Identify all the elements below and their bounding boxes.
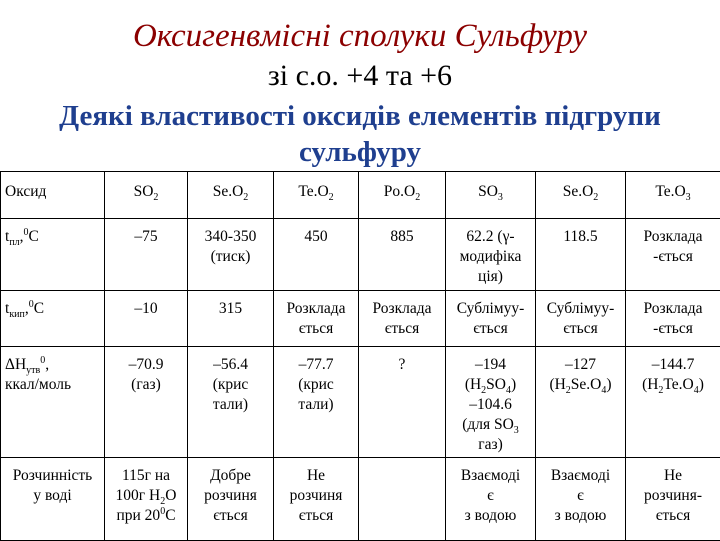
solubility-teo2: Не розчиня ється bbox=[274, 458, 359, 541]
boiling-seo2: 315 bbox=[188, 291, 274, 347]
header-row bbox=[1, 172, 720, 219]
solubility-label: Розчинність у воді bbox=[1, 458, 105, 541]
header-seo3: $Se.O_2$ bbox=[536, 172, 626, 219]
page-subtitle: зі с.о. +4 та +6 bbox=[0, 57, 720, 95]
melting-seo2: 340-350 (тиск) bbox=[188, 219, 274, 291]
boiling-so2: –10 bbox=[105, 291, 188, 347]
melting-poo2: 885 bbox=[359, 219, 446, 291]
enthalpy-label: $\Delta H_{утв}^0$, ккал/моль bbox=[1, 347, 105, 458]
enthalpy-so2: –70.9 (газ) bbox=[105, 347, 188, 458]
header-teo2: $Te.O_2$ bbox=[274, 172, 359, 219]
oxides-properties-table bbox=[0, 171, 720, 541]
enthalpy-seo3: –127 $(H_2Se.O_4)$ bbox=[536, 347, 626, 458]
header-seo2: $Se.O_2$ bbox=[188, 172, 274, 219]
melting-so2: –75 bbox=[105, 219, 188, 291]
boiling-teo3: Розклада -ється bbox=[626, 291, 720, 347]
solubility-poo2 bbox=[359, 458, 446, 541]
melting-point-row bbox=[1, 219, 720, 291]
enthalpy-so3: –194 $(H_2SO_4)$ –104.6 (для $SO_3$ газ) bbox=[446, 347, 536, 458]
header-oxide: Оксид bbox=[1, 172, 105, 219]
enthalpy-poo2: ? bbox=[359, 347, 446, 458]
melting-teo3: Розклада -ється bbox=[626, 219, 720, 291]
boiling-label: $t_{кип},^0С$ bbox=[1, 291, 105, 347]
heading-line-1: Деякі властивості оксидів елементів підгрупи bbox=[0, 98, 720, 134]
solubility-row bbox=[1, 458, 720, 541]
heading-line-2: сульфуру bbox=[0, 134, 720, 170]
enthalpy-teo2: –77.7 (крис тали) bbox=[274, 347, 359, 458]
header-poo2: $Po.O_2$ bbox=[359, 172, 446, 219]
enthalpy-teo3: –144.7 $(H_2Te.O_4)$ bbox=[626, 347, 720, 458]
melting-label: $t_{пл},^0С$ bbox=[1, 219, 105, 291]
solubility-so3: Взаємоді є з водою bbox=[446, 458, 536, 541]
melting-seo3: 118.5 bbox=[536, 219, 626, 291]
header-so2: $SO_2$ bbox=[105, 172, 188, 219]
solubility-so2: 115г на 100г $H_2O$ при $20^0С$ bbox=[105, 458, 188, 541]
boiling-point-row bbox=[1, 291, 720, 347]
melting-so3: 62.2 (γ- модифіка ція) bbox=[446, 219, 536, 291]
header-so3: $SO_3$ bbox=[446, 172, 536, 219]
solubility-seo2: Добре розчиня ється bbox=[188, 458, 274, 541]
page-title: Оксигенвмісні сполуки Сульфуру bbox=[0, 16, 720, 56]
solubility-teo3: Не розчиня- ється bbox=[626, 458, 720, 541]
section-heading bbox=[0, 98, 720, 170]
boiling-poo2: Розклада ється bbox=[359, 291, 446, 347]
melting-teo2: 450 bbox=[274, 219, 359, 291]
boiling-seo3: Сублімуу- ється bbox=[536, 291, 626, 347]
boiling-so3: Сублімуу- ється bbox=[446, 291, 536, 347]
header-teo3: $Te.O_3$ bbox=[626, 172, 720, 219]
enthalpy-seo2: –56.4 (крис тали) bbox=[188, 347, 274, 458]
boiling-teo2: Розклада ється bbox=[274, 291, 359, 347]
solubility-seo3: Взаємоді є з водою bbox=[536, 458, 626, 541]
enthalpy-row bbox=[1, 347, 720, 458]
